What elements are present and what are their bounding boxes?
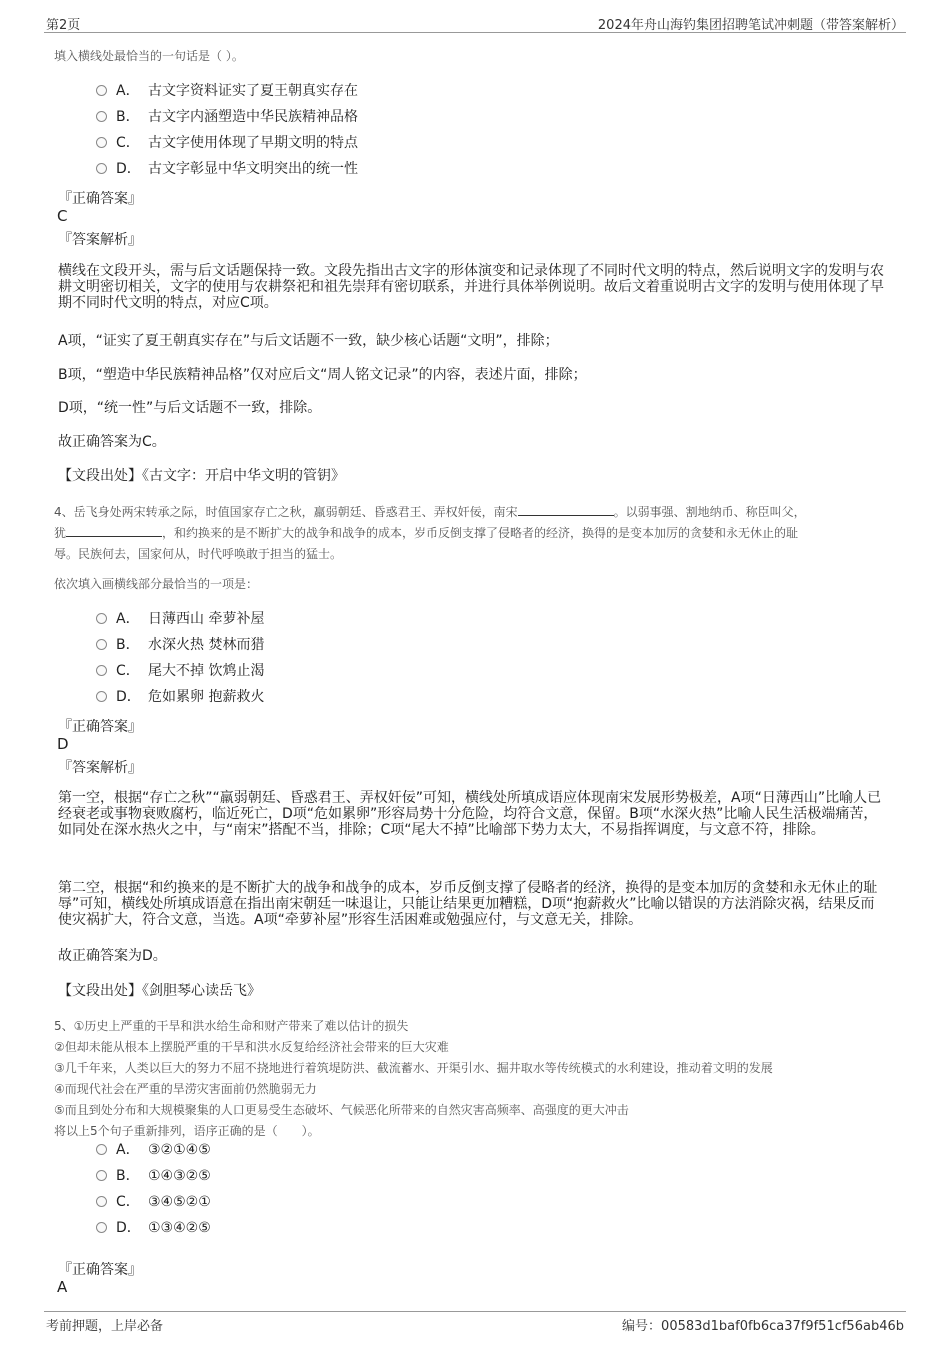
radio-icon[interactable] xyxy=(96,1196,107,1207)
radio-icon[interactable] xyxy=(96,691,107,702)
q4-option-c[interactable]: C． 尾大不掉 饮鸩止渴 xyxy=(96,661,264,681)
document-code: 编号：00583d1baf0fb6ca37f9f51cf56ab46b xyxy=(622,1319,904,1334)
q5-stem xyxy=(54,1016,894,1142)
q5-line-5: ⑤而且到处分布和大规模聚集的人口更易受生态破坏、气候恶化所带来的自然灾害高频率、高强度的更大冲击 xyxy=(54,1103,629,1117)
q4-option-a[interactable]: A． 日薄西山 牵萝补屋 xyxy=(96,609,264,629)
q5-line-3: ③几千年来，人类以巨大的努力不屈不挠地进行着筑堤防洪、截流蓄水、开渠引水、掘井取水等传统模式的水利建设，推动着文明的发展 xyxy=(54,1061,773,1075)
q3-conclusion: 故正确答案为C。 xyxy=(58,434,166,450)
q5-line-4: ④而现代社会在严重的旱涝灾害面前仍然脆弱无力 xyxy=(54,1082,317,1096)
q4-stem: 4、岳飞身处两宋转承之际，时值国家存亡之秋，羸弱朝廷、昏惑君王、弄权奸佞，南宋 。以弱事强、割地纳币、称臣叫父， 犹 ，和约换来的是不断扩大的战争和战争的成本，岁币反倒支撑了侵略者的经济，换得的是变本加厉的贪婪和永无休止的耻 辱。民族何去，国家何从，时代呼唤敢于担当的猛士。 xyxy=(54,505,806,561)
radio-icon[interactable] xyxy=(96,1144,107,1155)
radio-icon[interactable] xyxy=(96,613,107,624)
q5-answer-label: 『正确答案』 xyxy=(58,1262,142,1278)
q5-answer: A xyxy=(57,1278,68,1296)
q3-option-c[interactable]: C． 古文字使用体现了早期文明的特点 xyxy=(96,133,358,153)
page-number: 第2页 xyxy=(46,18,81,33)
q4-answer-label: 『正确答案』 xyxy=(58,719,142,735)
radio-icon[interactable] xyxy=(96,1222,107,1233)
q4-analysis-blank1: 第一空，根据“存亡之秋”“羸弱朝廷、昏惑君王、弄权奸佞”可知，横线处所填成语应体现南宋发展形势极差，A项“日薄西山”比喻人已经衰老或事物衰败腐朽，临近死亡，D项“危如累卵”形容局势十分危险，均符合文意，保留。B项“水深火热”比喻人民生活极端痛苦，如同处在深水热火之中，与“南宋”搭配不当，排除；C项“尾大不掉”比喻部下势力太大，不易指挥调度，与文意不符，排除。 xyxy=(58,790,882,838)
radio-icon[interactable] xyxy=(96,111,107,122)
q4-prompt: 依次填入画横线部分最恰当的一项是： xyxy=(54,577,259,591)
q3-option-d[interactable]: D． 古文字彰显中华文明突出的统一性 xyxy=(96,159,358,179)
page-header xyxy=(44,12,906,33)
blank-2 xyxy=(66,524,162,537)
q5-prompt: 将以上5个句子重新排列，语序正确的是（ ）。 xyxy=(54,1124,320,1138)
q4-option-b[interactable]: B． 水深火热 焚林而猎 xyxy=(96,635,264,655)
q4-option-d[interactable]: D． 危如累卵 抱薪救火 xyxy=(96,687,264,707)
q4-answer: D xyxy=(57,735,69,753)
radio-icon[interactable] xyxy=(96,137,107,148)
q5-option-c[interactable]: C． ③④⑤②① xyxy=(96,1192,211,1212)
q5-option-d[interactable]: D． ①③④②⑤ xyxy=(96,1218,211,1238)
q5-line-2: ②但却未能从根本上摆脱严重的干旱和洪水反复给经济社会带来的巨大灾难 xyxy=(54,1040,449,1054)
q3-source: 【文段出处】《古文字：开启中华文明的管钥》 xyxy=(58,468,345,484)
q5-option-b[interactable]: B． ①④③②⑤ xyxy=(96,1166,211,1186)
q3-analysis-main: 横线在文段开头，需与后文话题保持一致。文段先指出古文字的形体演变和记录体现了不同时代文明的特点，然后说明文字的发明与农耕文明密切相关，文字的使用与农耕祭祀和祖先崇拜有密切联系，并进行具体举例说明。故后文着重说明古文字的发明与使用体现了早期不同时代文明的特点，对应C项。 xyxy=(58,263,884,311)
q5-line-1: 5、①历史上严重的干旱和洪水给生命和财产带来了难以估计的损失 xyxy=(54,1019,409,1033)
footer-slogan: 考前押题，上岸必备 xyxy=(46,1319,164,1334)
q3-answer: C xyxy=(57,207,68,225)
blank-1 xyxy=(518,503,614,516)
radio-icon[interactable] xyxy=(96,665,107,676)
q3-analysis-b: B项，“塑造中华民族精神品格”仅对应后文“周人铭文记录”的内容，表述片面，排除； xyxy=(58,367,587,383)
radio-icon[interactable] xyxy=(96,85,107,96)
radio-icon[interactable] xyxy=(96,639,107,650)
q3-option-a[interactable]: A． 古文字资料证实了夏王朝真实存在 xyxy=(96,81,358,101)
q3-option-b[interactable]: B． 古文字内涵塑造中华民族精神品格 xyxy=(96,107,358,127)
q3-analysis-d: D项，“统一性”与后文话题不一致，排除。 xyxy=(58,400,322,416)
q5-option-a[interactable]: A． ③②①④⑤ xyxy=(96,1140,211,1160)
document-title: 2024年舟山海钓集团招聘笔试冲刺题（带答案解析） xyxy=(597,18,904,33)
q4-analysis-label: 『答案解析』 xyxy=(58,760,142,776)
q3-analysis-a: A项，“证实了夏王朝真实存在”与后文话题不一致，缺少核心话题“文明”，排除； xyxy=(58,333,559,349)
q3-analysis-label: 『答案解析』 xyxy=(58,232,142,248)
page-footer xyxy=(44,1311,906,1334)
q4-analysis-blank2: 第二空，根据“和约换来的是不断扩大的战争和战争的成本，岁币反倒支撑了侵略者的经济，换得的是变本加厉的贪婪和永无休止的耻辱”可知，横线处所填成语意在指出南宋朝廷一味退让，只能让结果更加糟糕，D项“抱薪救火”比喻以错误的方法消除灾祸，结果反而使灾祸扩大，符合文意，当选。A项“牵萝补屋”形容生活困难或勉强应付，与文意无关，排除。 xyxy=(58,880,878,928)
q4-source: 【文段出处】《剑胆琴心读岳飞》 xyxy=(58,983,261,999)
q3-stem: 填入横线处最恰当的一句话是（ ）。 xyxy=(54,49,244,63)
q4-conclusion: 故正确答案为D。 xyxy=(58,948,167,964)
radio-icon[interactable] xyxy=(96,163,107,174)
radio-icon[interactable] xyxy=(96,1170,107,1181)
q3-answer-label: 『正确答案』 xyxy=(58,191,142,207)
